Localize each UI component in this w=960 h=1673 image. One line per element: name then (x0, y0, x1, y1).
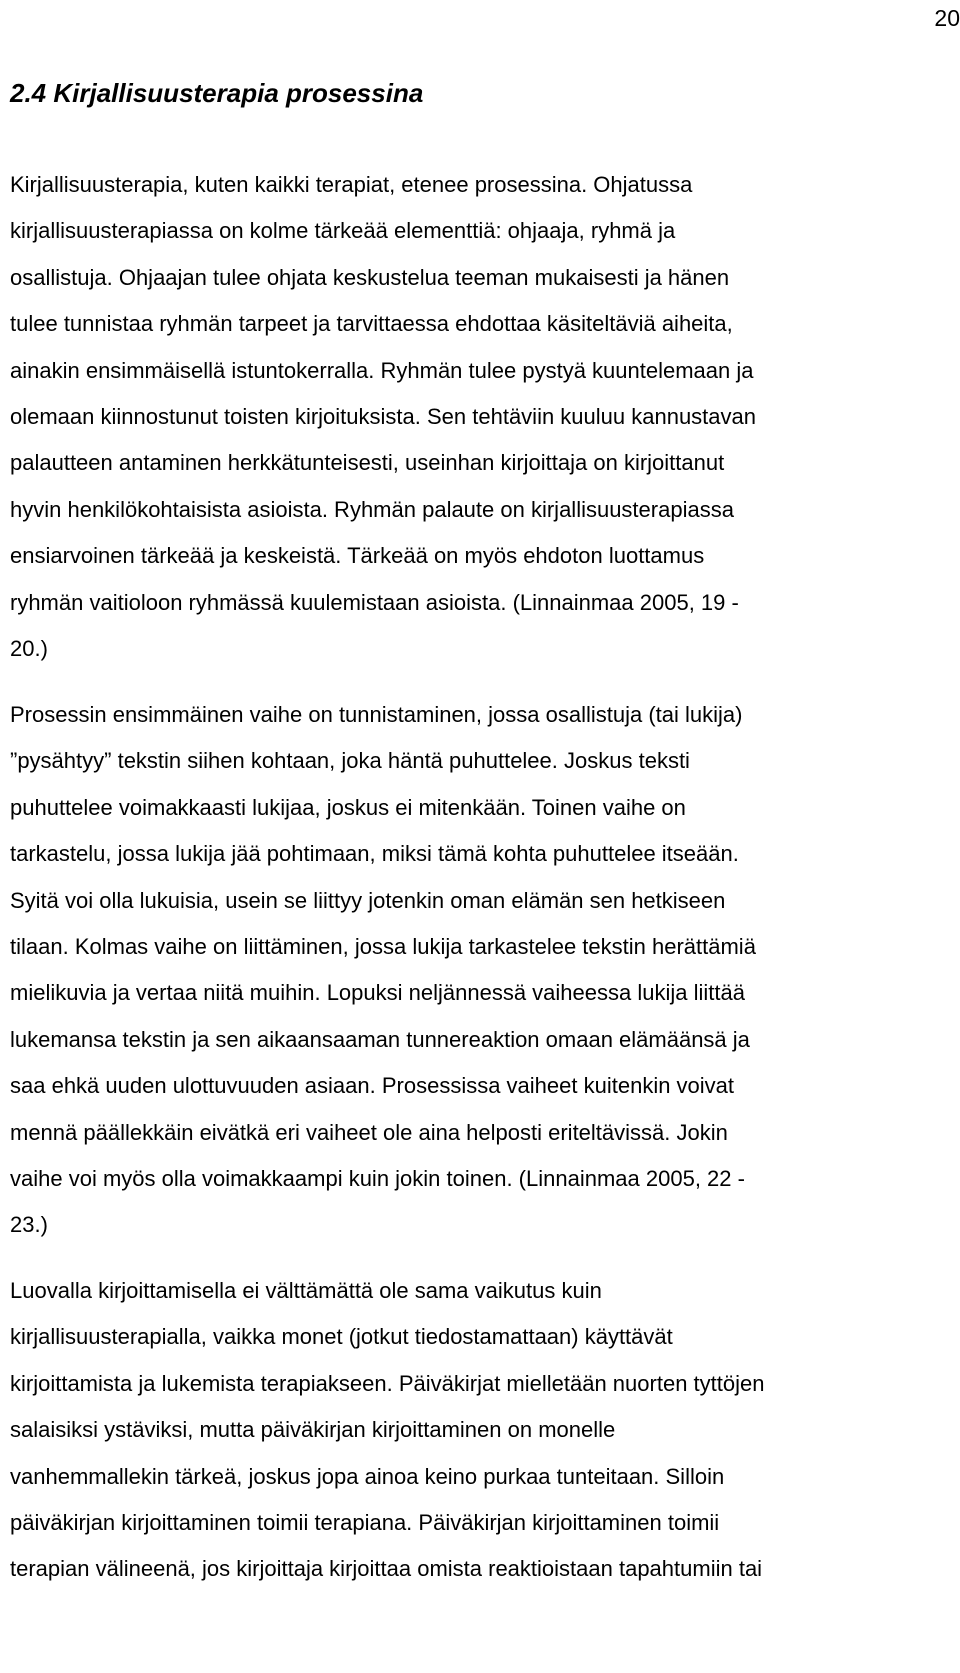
text-line: kirjallisuusterapiassa on kolme tärkeää elementtiä: ohjaaja, ryhmä ja (10, 218, 676, 244)
text-line: tilaan. Kolmas vaihe on liittäminen, jossa lukija tarkastelee tekstin herättämiä (10, 934, 756, 960)
text-line: salaisiksi ystäviksi, mutta päiväkirjan kirjoittaminen on monelle (10, 1417, 616, 1443)
text-line: osallistuja. Ohjaajan tulee ohjata keskustelua teeman mukaisesti ja hänen (10, 264, 730, 290)
text-line: 23.) (10, 1212, 48, 1238)
text-line: ”pysähtyy” tekstin siihen kohtaan, joka häntä puhuttelee. Joskus teksti (10, 748, 690, 774)
text-line: olemaan kiinnostunut toisten kirjoituksista. Sen tehtäviin kuuluu kannustavan (10, 404, 757, 430)
section-heading: 2.4 Kirjallisuusterapia prosessina (10, 78, 424, 108)
text-line: Syitä voi olla lukuisia, usein se liittyy jotenkin oman elämän sen hetkiseen (10, 887, 726, 913)
text-line: terapian välineenä, jos kirjoittaja kirjoittaa omista reaktioistaan tapahtumiin tai (10, 1556, 763, 1582)
text-line: palautteen antaminen herkkätunteisesti, useinhan kirjoittaja on kirjoittanut (10, 450, 725, 476)
text-line: ensiarvoinen tärkeää ja keskeistä. Tärkeää on myös ehdoton luottamus (10, 543, 705, 569)
text-line: päiväkirjan kirjoittaminen toimii terapiana. Päiväkirjan kirjoittaminen toimii (10, 1510, 720, 1536)
text-line: puhuttelee voimakkaasti lukijaa, joskus ei mitenkään. Toinen vaihe on (10, 794, 686, 820)
text-line: saa ehkä uuden ulottuvuuden asiaan. Prosessissa vaiheet kuitenkin voivat (10, 1073, 735, 1099)
text-line: 20.) (10, 636, 48, 662)
text-line: tarkastelu, jossa lukija jää pohtimaan, miksi tämä kohta puhuttelee itseään. (10, 841, 739, 867)
text-line: mennä päällekkäin eivätkä eri vaiheet ole aina helposti eriteltävissä. Jokin (10, 1119, 728, 1145)
paragraph-3 (10, 1268, 950, 1593)
text-line: tulee tunnistaa ryhmän tarpeet ja tarvittaessa ehdottaa käsiteltäviä aiheita, (10, 311, 733, 337)
text-line: ryhmän vaitioloon ryhmässä kuulemistaan asioista. (Linnainmaa 2005, 19 - (10, 589, 739, 615)
text-line: vanhemmallekin tärkeä, joskus jopa ainoa keino purkaa tunteitaan. Silloin (10, 1463, 725, 1489)
text-line: kirjoittamista ja lukemista terapiakseen. Päiväkirjat mielletään nuorten tyttöjen (10, 1370, 765, 1396)
text-line: lukemansa tekstin ja sen aikaansaaman tunnereaktion omaan elämäänsä ja (10, 1026, 750, 1052)
paragraph-2 (10, 692, 950, 1249)
paragraph-1 (10, 162, 950, 672)
text-line: Kirjallisuusterapia, kuten kaikki terapiat, etenee prosessina. Ohjatussa (10, 172, 693, 197)
text-line: ainakin ensimmäisellä istuntokerralla. Ryhmän tulee pystyä kuuntelemaan ja (10, 357, 754, 383)
text-line: kirjallisuusterapialla, vaikka monet (jotkut tiedostamattaan) käyttävät (10, 1324, 673, 1350)
text-line: vaihe voi myös olla voimakkaampi kuin jokin toinen. (Linnainmaa 2005, 22 - (10, 1166, 745, 1192)
text-line: Luovalla kirjoittamisella ei välttämättä ole sama vaikutus kuin (10, 1278, 602, 1303)
text-line: mielikuvia ja vertaa niitä muihin. Lopuksi neljännessä vaiheessa lukija liittää (10, 980, 745, 1006)
text-line: Prosessin ensimmäinen vaihe on tunnistaminen, jossa osallistuja (tai lukija) (10, 702, 743, 727)
text-line: hyvin henkilökohtaisista asioista. Ryhmän palaute on kirjallisuusterapiassa (10, 496, 734, 522)
page-number: 20 (934, 5, 960, 31)
